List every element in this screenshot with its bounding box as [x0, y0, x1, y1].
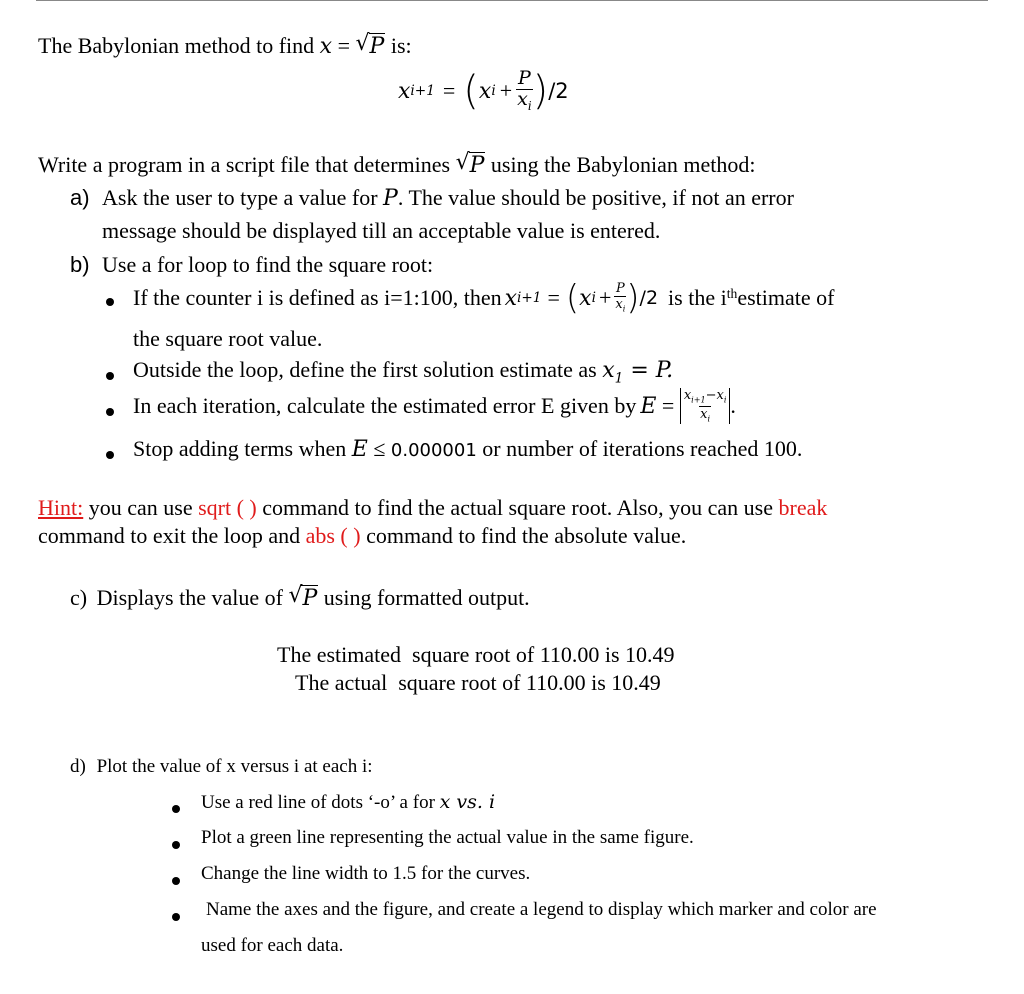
- hint-break-cmd: break: [778, 495, 828, 520]
- part-d-bullet2: Plot a green line representing the actual value in the same figure.: [201, 827, 694, 848]
- formula-lparen: (: [463, 68, 479, 114]
- hint-t1: you can use: [83, 495, 199, 520]
- bullet1-lhs: x: [504, 285, 518, 311]
- formula-plus: +: [499, 78, 513, 103]
- part-d-bullet4-line2: used for each data.: [201, 935, 344, 956]
- part-b-bullet3: [133, 386, 736, 426]
- bullet1-plus: +: [598, 285, 612, 310]
- bullet1-mid: is the i: [668, 285, 727, 310]
- bullet1-lparen: (: [565, 278, 580, 318]
- bullet3-num-sub: i+1: [691, 396, 706, 406]
- output-line2: The actual square root of 110.00 is 10.49: [295, 670, 661, 695]
- intro-sqrt: √ P: [355, 31, 385, 59]
- bullet4-le: ≤: [367, 436, 391, 461]
- formula-tail: /2: [548, 79, 569, 103]
- part-c-suffix: using formatted output.: [318, 585, 530, 610]
- formula-xi-sub: i: [491, 83, 496, 99]
- part-d-bullet3: Change the line width to 1.5 for the curves.: [201, 863, 531, 884]
- intro-var-x: x: [319, 34, 333, 59]
- bullet1-den: x: [615, 296, 623, 312]
- bullet3-fraction: [684, 388, 727, 423]
- task-prefix: Write a program in a script file that determines: [38, 152, 456, 177]
- intro-eq: =: [332, 33, 356, 58]
- bullet1-num: P: [615, 281, 625, 297]
- part-b-bullet2: [133, 357, 673, 386]
- bullet1-sup: th: [726, 286, 738, 301]
- bullet3-prefix: In each iteration, calculate the estimated error E given by: [133, 393, 637, 418]
- part-d-bullet3-dot: [172, 872, 180, 890]
- intro-line: [38, 33, 412, 59]
- formula-lhs-sub: i+1: [410, 83, 435, 99]
- intro-prefix: The Babylonian method to find: [38, 33, 320, 58]
- formula-rparen: ): [532, 68, 549, 114]
- part-b-bullet1-line2: the square root value.: [133, 326, 323, 351]
- part-b-bullet1-dot: [106, 293, 114, 311]
- bullet1-fraction: [614, 282, 626, 314]
- bullet2-x: x: [602, 358, 615, 383]
- bullet2-prefix: Outside the loop, define the first solution estimate as: [133, 357, 603, 382]
- part-c-marker: c): [70, 585, 88, 610]
- formula-eq: =: [442, 78, 456, 103]
- bullet3-num: x: [683, 388, 692, 404]
- task-line: [38, 152, 755, 178]
- part-b-marker: b): [70, 252, 90, 277]
- bullet1-prefix: If the counter i is defined as i=1:100, then: [133, 285, 502, 310]
- part-d-bullet1: [201, 791, 495, 814]
- bullet3-end: .: [730, 393, 736, 418]
- bullet3-abs: [680, 388, 731, 423]
- part-d-title: Plot the value of x versus i at each i:: [96, 756, 373, 777]
- hint-line2-suffix: command to find the absolute value.: [360, 523, 687, 548]
- task-suffix: using the Babylonian method:: [485, 152, 756, 177]
- part-d-bullet4-dot: [172, 908, 180, 926]
- intro-var-p: P: [369, 34, 385, 59]
- hint-line2: [38, 523, 686, 549]
- bullet2-rest: = P.: [623, 358, 674, 383]
- bullet1-lhs-sub: i+1: [517, 290, 542, 306]
- part-c-var-p: P: [302, 586, 318, 611]
- hint-label: Hint:: [38, 495, 84, 520]
- bullet3-num-sub2: i: [723, 396, 727, 406]
- bullet1-xi-sub: i: [591, 290, 596, 306]
- hint-line2-prefix: command to exit the loop and: [38, 523, 306, 548]
- part-a-line1-suffix: . The value should be positive, if not an error: [397, 185, 794, 210]
- part-a-line2: message should be displayed till an acceptable value is entered.: [102, 218, 661, 243]
- bullet4-suffix: or number of iterations reached 100.: [476, 436, 803, 461]
- bullet4-prefix: Stop adding terms when: [133, 436, 352, 461]
- output-line1: The estimated square root of 110.00 is 10.49: [277, 642, 675, 667]
- part-b-bullet1: [133, 273, 834, 323]
- top-rule: [36, 0, 988, 1]
- bullet1-xi: x: [579, 285, 592, 311]
- bullet1-suffix: estimate of: [737, 285, 835, 310]
- bullet1-rparen: ): [626, 278, 640, 318]
- part-b-bullet3-dot: [106, 403, 114, 421]
- part-a-var-p: P: [383, 186, 398, 211]
- formula-den-sub: i: [527, 99, 532, 114]
- bullet1-tail: /2: [639, 287, 659, 309]
- bullet3-eq: =: [656, 393, 680, 418]
- part-d-bullet4-line1: Name the axes and the figure, and create a legend to display which marker and color are: [206, 899, 877, 920]
- task-sqrt: √ P: [455, 150, 485, 178]
- part-b-bullet4-dot: [106, 446, 114, 464]
- bullet3-den: x: [700, 406, 708, 422]
- bullet1-eq: =: [547, 285, 560, 310]
- part-b-title: Use a for loop to find the square root:: [102, 252, 434, 277]
- part-c-line: [70, 585, 530, 611]
- part-a-marker: a): [70, 185, 90, 210]
- intro-suffix: is:: [385, 33, 412, 58]
- part-a-line1: [102, 185, 794, 211]
- part-a-line1-prefix: Ask the user to type a value for: [102, 185, 384, 210]
- bullet4-value: 0.000001: [390, 440, 477, 461]
- part-b-bullet2-dot: [106, 367, 114, 385]
- babylonian-formula: [398, 62, 569, 120]
- bullet1-den-sub: i: [622, 304, 626, 314]
- formula-fraction: [516, 69, 532, 112]
- part-c-sqrt: √ P: [288, 583, 318, 611]
- bullet4-E: E: [351, 437, 368, 462]
- part-d-bullet1-dot: [172, 800, 180, 818]
- bullet3-den-sub: i: [707, 414, 711, 424]
- hint-line1: [38, 495, 827, 521]
- formula-den: x: [517, 88, 528, 111]
- bullet2-sub: 1: [614, 370, 624, 387]
- formula-lhs: x: [398, 78, 411, 104]
- formula-num: P: [517, 67, 531, 90]
- part-d-bullet2-dot: [172, 836, 180, 854]
- bullet3-E: E: [640, 393, 657, 419]
- part-c-prefix: Displays the value of: [96, 585, 289, 610]
- formula-xi: x: [478, 78, 492, 104]
- part-d-b1-prefix: Use a red line of dots ‘-o’ a for: [201, 792, 440, 813]
- hint-abs-cmd: abs ( ): [305, 523, 361, 548]
- part-d-b1-math: x vs. i: [439, 791, 496, 813]
- task-var-p: P: [469, 153, 485, 178]
- hint-sqrt-cmd: sqrt ( ): [198, 495, 257, 520]
- part-b-bullet4: [133, 436, 802, 462]
- part-d-marker: d): [70, 756, 86, 777]
- part-d-line: [70, 756, 373, 778]
- bullet3-num-rest: −x: [705, 388, 724, 404]
- hint-t2: command to find the actual square root. Also, you can use: [256, 495, 779, 520]
